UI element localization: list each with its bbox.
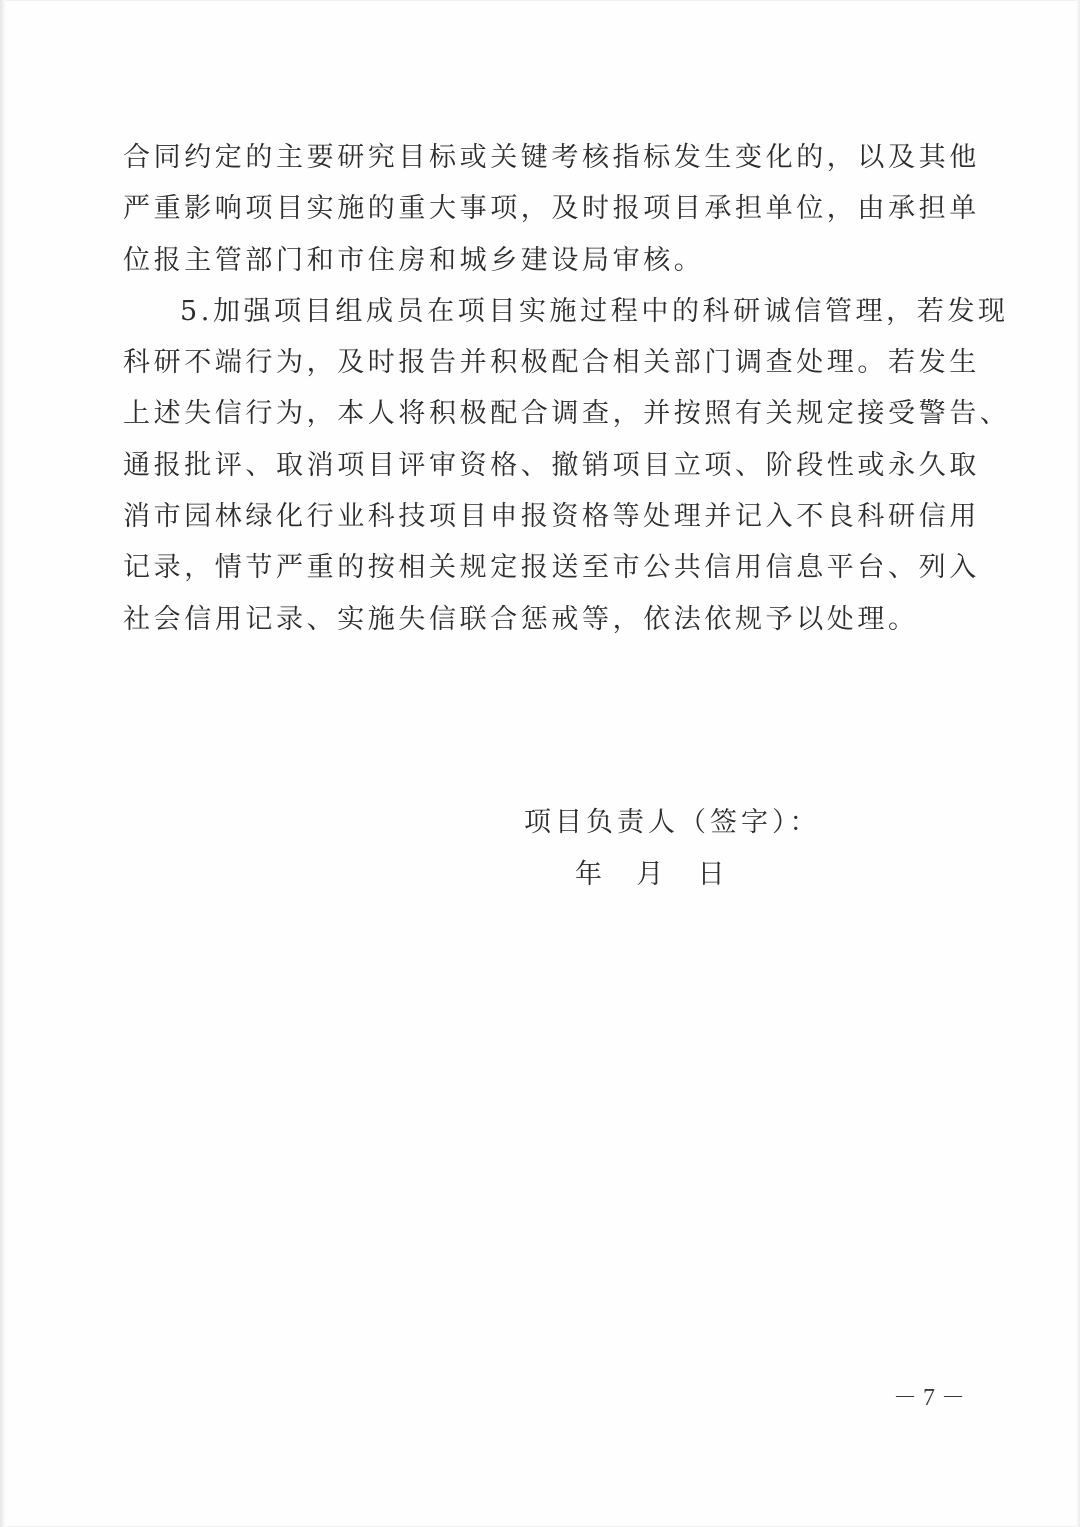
paragraph-line: 5.加强项目组成员在项目实施过程中的科研诚信管理，若发现: [180, 295, 1009, 327]
paragraph-line: 科研不端行为，及时报告并积极配合相关部门调查处理。若发生: [123, 347, 980, 379]
page-right-edge: [1076, 0, 1080, 1527]
paragraph-line: 严重影响项目实施的重大事项，及时报项目承担单位，由承担单: [123, 193, 980, 225]
page-number: － 7 －: [893, 1385, 965, 1411]
paragraph-line: 记录，情节严重的按相关规定报送至市公共信用信息平台、列入: [123, 552, 980, 584]
date-line: 年 月 日: [575, 859, 725, 890]
signature-label: 项目负责人（签字）：: [524, 807, 821, 838]
paragraph-line: 消市园林绿化行业科技项目申报资格等处理并记入不良科研信用: [123, 501, 980, 533]
paragraph-line: 上述失信行为，本人将积极配合调查，并按照有关规定接受警告、: [123, 398, 1011, 430]
page-left-edge: [0, 0, 6, 1527]
document-body: [123, 132, 1011, 645]
paragraph-line: 位报主管部门和市住房和城乡建设局审核。: [123, 244, 705, 276]
paragraph-line: 合同约定的主要研究目标或关键考核指标发生变化的，以及其他: [123, 142, 980, 173]
paragraph-line: 社会信用记录、实施失信联合惩戒等，依法依规予以处理。: [123, 603, 919, 635]
paragraph-line: 通报批评、取消项目评审资格、撤销项目立项、阶段性或永久取: [123, 449, 980, 481]
